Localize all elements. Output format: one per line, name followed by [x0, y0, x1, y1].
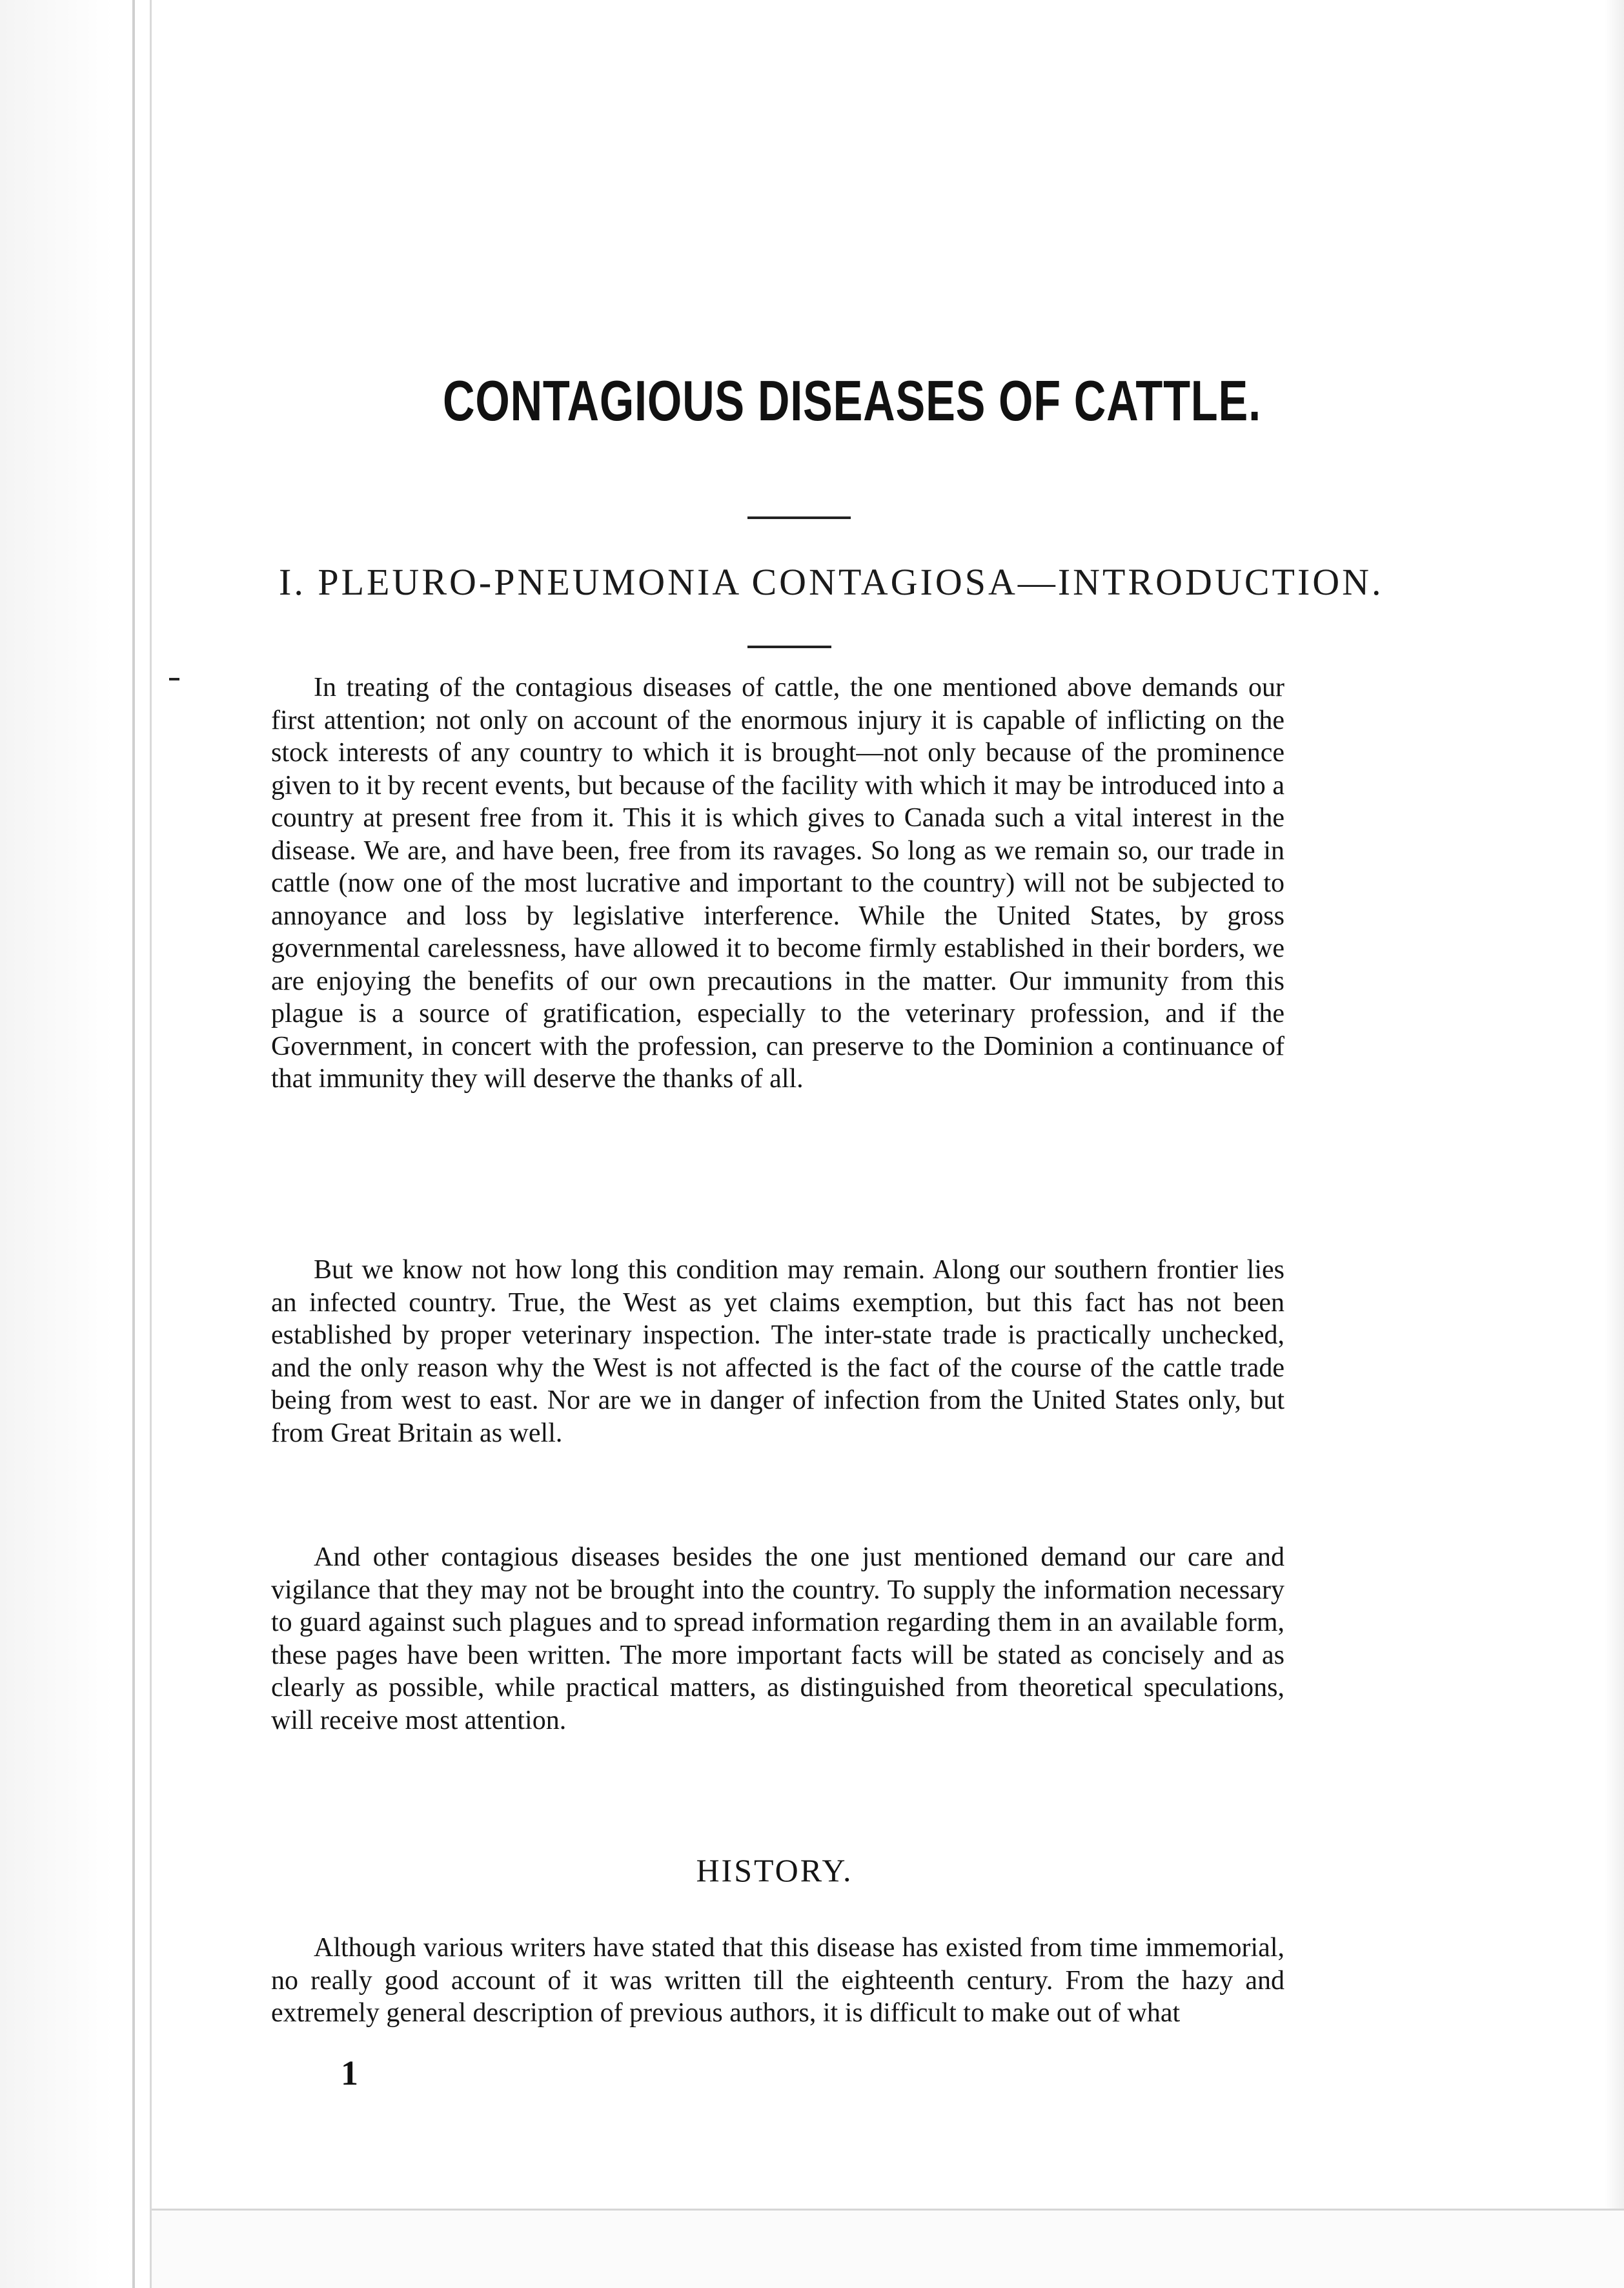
intro-paragraph-3: [271, 1541, 1284, 1737]
paragraph-text: And other contagious diseases besides the one just mentioned demand our care and vigilance that they may not be brought into the country. To supply the information necessary to guard against such plagues and to spread information regarding them in an available form, these pages have been written. The more important facts will be stated as concisely and as clearly as possible, while practical matters, as distinguished from theoretical speculations, will receive most attention.: [271, 1542, 1284, 1735]
page-number: 1: [341, 2054, 358, 2092]
intro-paragraph-1: [271, 671, 1284, 1096]
history-heading: HISTORY.: [696, 1852, 853, 1888]
title-divider: [747, 516, 851, 519]
page-title: CONTAGIOUS DISEASES OF CATTLE.: [443, 369, 1261, 433]
gutter-line: [150, 0, 152, 2288]
history-paragraph: [271, 1932, 1284, 2030]
section-heading: I. PLEURO-PNEUMONIA CONTAGIOSA—INTRODUCTION.: [279, 561, 1384, 603]
page-edge-shadow: [1605, 0, 1624, 2288]
section-divider: [747, 646, 831, 648]
paragraph-text: In treating of the contagious diseases of cattle, the one mentioned above demands our first attention; not only on account of the enormous injury it is capable of inflicting on the stock interests of any country to which it is brought—not only because of the prominence given to it by recent events, but because of the facility with which it may be introduced into a country at present free from it. This it is which gives to Canada such a vital interest in the disease. We are, and have been, free from its ravages. So long as we remain so, our trade in cattle (now one of the most lucrative and important to the country) will not be subjected to annoyance and loss by legislative interference. While the United States, by gross governmental carelessness, have allowed it to become firmly established in their borders, we are enjoying the benefits of our own precautions in the matter. Our immunity from this plague is a source of gratification, especially to the veterinary profession, and if the Government, in concert with the profession, can preserve to the Dominion a continuance of that immunity they will deserve the thanks of all.: [271, 673, 1284, 1094]
intro-paragraph-2: [271, 1254, 1284, 1449]
page-bottom-edge: [152, 2209, 1624, 2288]
paragraph-text: Although various writers have stated that this disease has existed from time immemorial, no really good account of it was written till the eighteenth century. From the hazy and extremely general description of previous authors, it is difficult to make out of what: [271, 1933, 1284, 2028]
book-gutter: [0, 0, 161, 2288]
paragraph-text: But we know not how long this condition may remain. Along our southern frontier lies an infected country. True, the West as yet claims exemption, but this fact has not been established by proper veterinary inspection. The inter-state trade is practically unchecked, and the only reason why the West is not affected is the fact of the course of the cattle trade being from west to east. Nor are we in danger of infection from the United States only, but from Great Britain as well.: [271, 1255, 1284, 1448]
gutter-line: [132, 0, 135, 2288]
margin-mark: [169, 678, 179, 680]
